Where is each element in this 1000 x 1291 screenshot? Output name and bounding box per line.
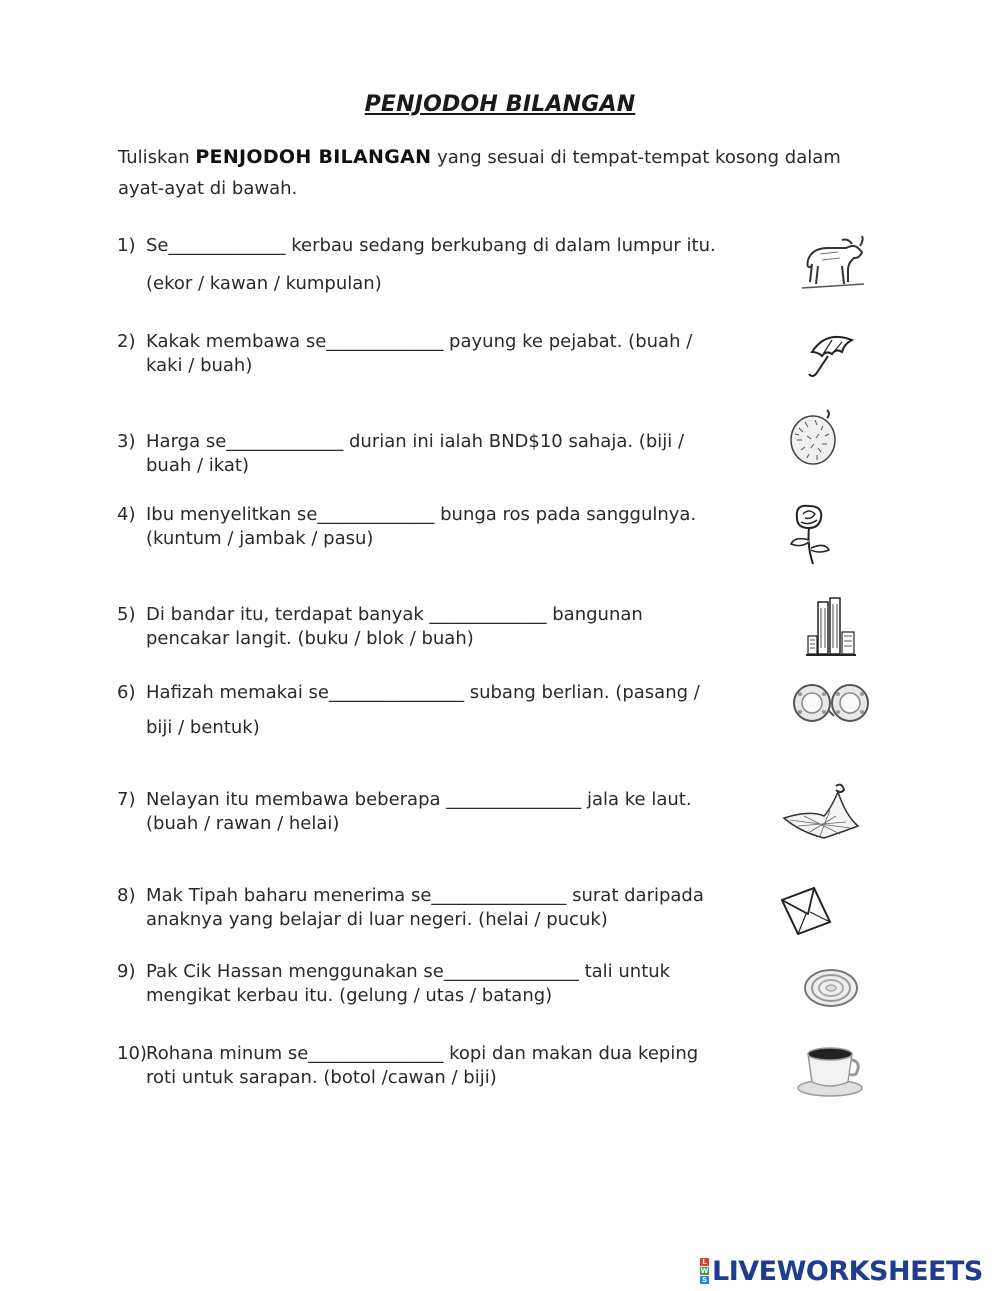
question-number: 4) <box>117 504 136 525</box>
envelope-icon <box>778 884 834 940</box>
instruction-bold: PENJODOH BILANGAN <box>195 146 432 168</box>
instruction-suffix: yang sesuai di tempat-tempat kosong dalam ayat-ayat di bawah. <box>118 147 841 199</box>
logo-block-blue: S <box>701 1276 708 1284</box>
question-number: 8) <box>117 885 136 906</box>
question-text: Kakak membawa se_____________ payung ke pejabat. (buah / <box>146 331 693 352</box>
buffalo-icon <box>798 230 866 292</box>
question-text: Pak Cik Hassan menggunakan se_______________ tali untuk <box>146 961 671 982</box>
umbrella-icon <box>806 330 858 380</box>
question-options: (kuntum / jambak / pasu) <box>146 528 374 549</box>
rose-icon <box>783 500 833 566</box>
coffee-cup-icon <box>796 1042 864 1098</box>
rope-icon <box>802 966 860 1010</box>
question-number: 3) <box>117 431 136 452</box>
question-number: 10) <box>117 1043 147 1064</box>
question-text: Mak Tipah baharu menerima se_______________ surat daripada <box>146 885 704 906</box>
instruction <box>118 142 888 204</box>
question-number: 6) <box>117 682 136 703</box>
question-options: (ekor / kawan / kumpulan) <box>146 273 382 294</box>
question-text: Rohana minum se_______________ kopi dan makan dua keping <box>146 1043 699 1064</box>
question-text: Ibu menyelitkan se_____________ bunga ros pada sanggulnya. <box>146 504 697 525</box>
question-options: mengikat kerbau itu. (gelung / utas / batang) <box>146 985 553 1006</box>
question-number: 7) <box>117 789 136 810</box>
question-options: biji / bentuk) <box>146 717 260 738</box>
question-text: Se_____________ kerbau sedang berkubang di dalam lumpur itu. <box>146 235 716 256</box>
question-text: Nelayan itu membawa beberapa _______________ jala ke laut. <box>146 789 692 810</box>
question-options: anaknya yang belajar di luar negeri. (helai / pucuk) <box>146 909 608 930</box>
question-options: kaki / buah) <box>146 355 253 376</box>
question-text: Harga se_____________ durian ini ialah BND$10 sahaja. (biji / <box>146 431 685 452</box>
question-options: (buah / rawan / helai) <box>146 813 340 834</box>
question-number: 5) <box>117 604 136 625</box>
page-title: PENJODOH BILANGAN <box>364 92 636 117</box>
skyscraper-icon <box>806 596 856 658</box>
question-options: roti untuk sarapan. (botol /cawan / biji) <box>146 1067 497 1088</box>
question-options: buah / ikat) <box>146 455 249 476</box>
instruction-prefix: Tuliskan <box>118 147 196 168</box>
brand-text[interactable]: LIVEWORKSHEETS <box>712 1255 983 1287</box>
question-text: Di bandar itu, terdapat banyak _____________ bangunan <box>146 604 643 625</box>
question-number: 1) <box>117 235 136 256</box>
durian-icon <box>787 408 839 466</box>
fishing-net-icon <box>780 780 862 846</box>
logo-block-green: W <box>700 1267 709 1275</box>
liveworksheets-logo <box>700 1256 983 1286</box>
logo-block-red: L <box>700 1258 709 1266</box>
question-number: 9) <box>117 961 136 982</box>
question-text: Hafizah memakai se_______________ subang berlian. (pasang / <box>146 682 700 703</box>
earrings-icon <box>792 680 870 726</box>
question-number: 2) <box>117 331 136 352</box>
logo-blocks <box>700 1258 709 1284</box>
question-options: pencakar langit. (buku / blok / buah) <box>146 628 474 649</box>
